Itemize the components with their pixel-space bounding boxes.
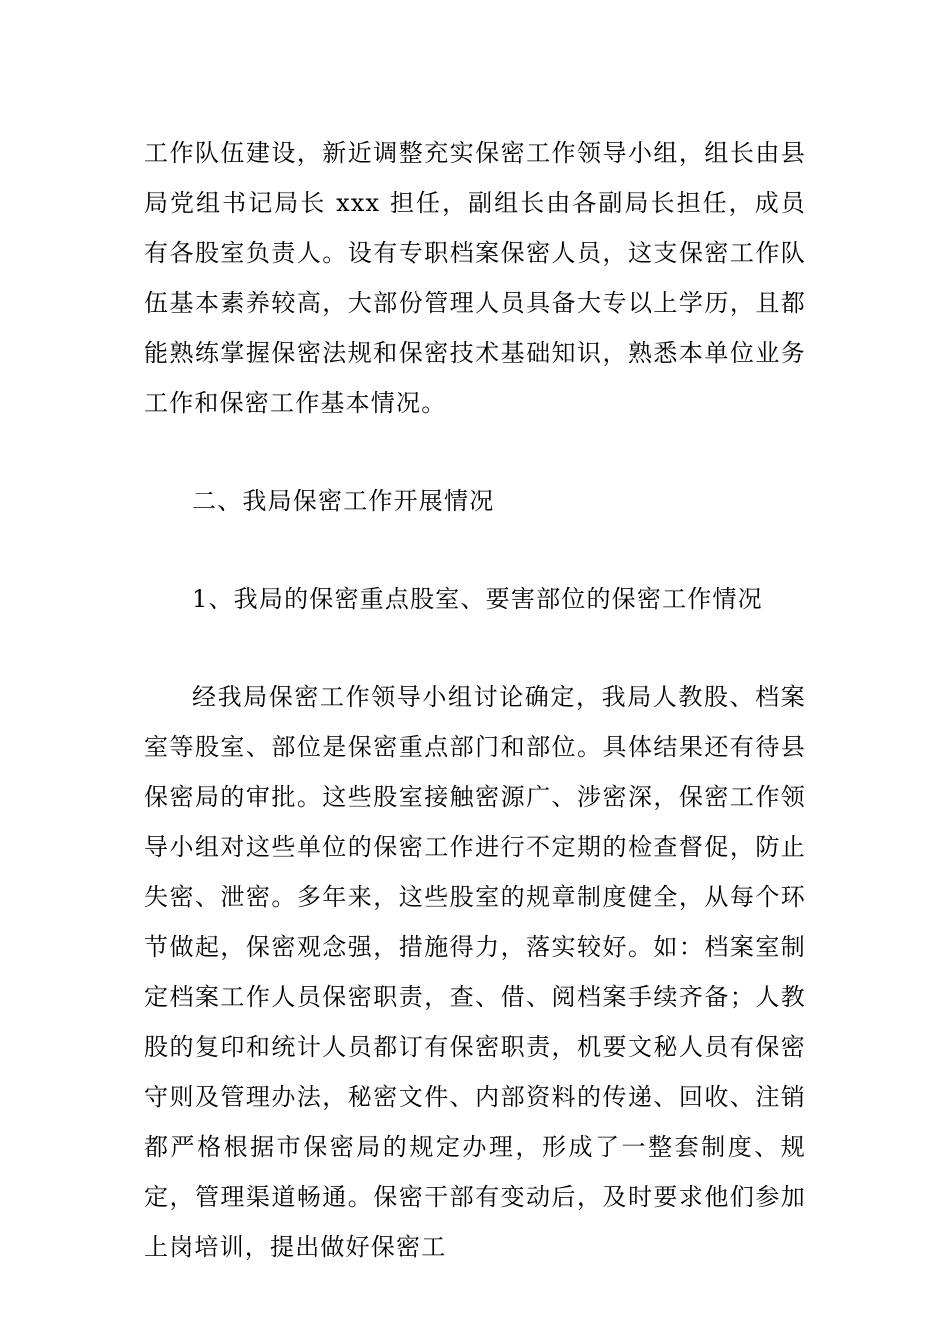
subsection-heading: 1、我局的保密重点股室、要害部位的保密工作情况 [192, 585, 763, 613]
body-paragraph: 经我局保密工作领导小组讨论确定，我局人教股、档案室等股室、部位是保密重点部门和部位。具体结果还有待县保密局的审批。这些股室接触密源广、涉密深，保密工作领导小组对这些单位的保密工作进行不定期的检查督促，防止失密、泄密。多年来，这些股室的规章制度健全，从每个环节做起，保密观念强，措施得力，落实较好。如：档案室制定档案工作人员保密职责，查、借、阅档案手续齐备；人教股的复印和统计人员都订有保密职责，机要文秘人员有保密守则及管理办法，秘密文件、内部资料的传递、回收、注销都严格根据市保密局的规定办理，形成了一整套制度、规定，管理渠道畅通。保密干部有变动后，及时要求他们参加上岗培训，提出做好保密工 [144, 683, 806, 1261]
body-paragraph: 工作队伍建设，新近调整充实保密工作领导小组，组长由县局党组书记局长 xxx 担任，副组长由各副局长担任，成员有各股室负责人。设有专职档案保密人员，这支保密工作队伍基本素养较高，大部份管理人员具备大专以上学历，且都能熟练掌握保密法规和保密技术基础知识，熟悉本单位业务工作和保密工作基本情况。 [144, 139, 806, 417]
document-body [144, 128, 806, 1272]
section-heading: 二、我局保密工作开展情况 [192, 487, 495, 515]
